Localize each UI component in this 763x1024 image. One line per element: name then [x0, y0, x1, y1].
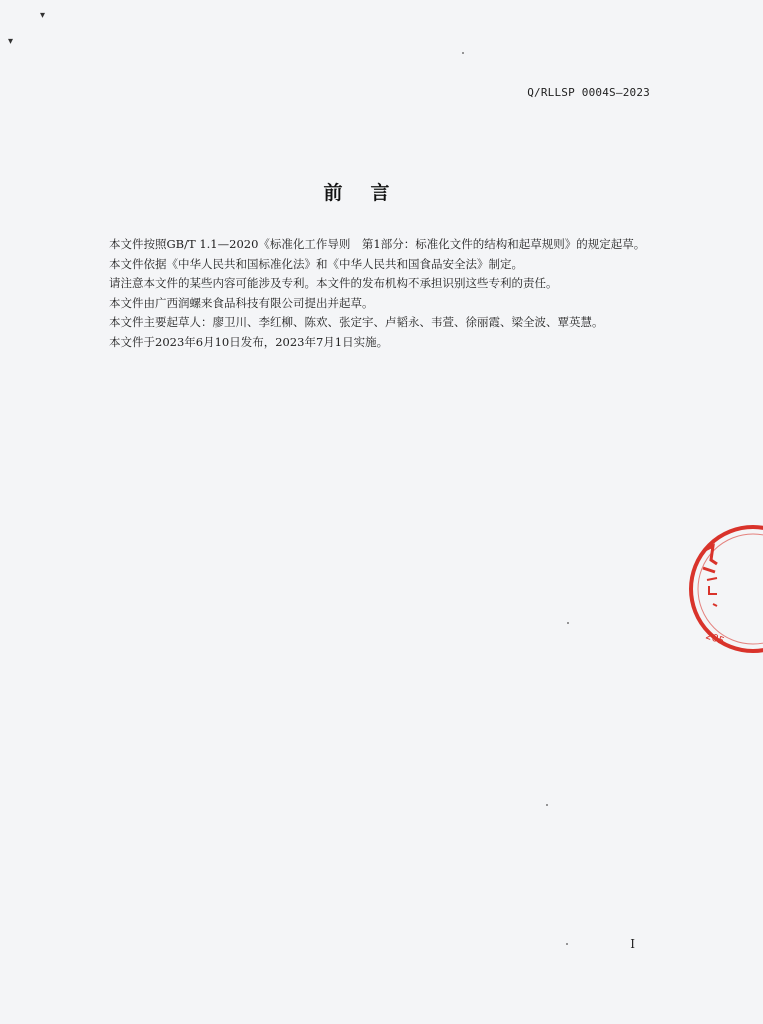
paragraph-proposer: 本文件由广西润螺来食品科技有限公司提出并起草。 — [109, 295, 374, 310]
scan-artifact-mark: ▾ — [40, 10, 46, 21]
paragraph-drafting-rules: 本文件按照GB/T 1.1—2020《标准化工作导则 第1部分：标准化文件的结构和起草规则》的规定起草。 — [109, 237, 646, 251]
red-seal-stamp — [683, 520, 763, 658]
scan-speck — [566, 943, 568, 945]
svg-text:205: 205 — [703, 630, 726, 648]
scan-speck — [567, 622, 569, 624]
paragraph-dates: 本文件于2023年6月10日发布，2023年7月1日实施。 — [109, 334, 389, 349]
document-code: Q/RLLSP 0004S—2023 — [527, 86, 650, 99]
scan-artifact-mark: ▾ — [8, 36, 14, 47]
scan-speck — [546, 804, 548, 806]
paragraph-patent-notice: 请注意本文件的某些内容可能涉及专利。本文件的发布机构不承担识别这些专利的责任。 — [109, 276, 558, 290]
scan-speck — [462, 52, 464, 54]
page-title: 前言 — [323, 182, 418, 204]
page-number: I — [630, 937, 635, 951]
paragraph-drafters: 本文件主要起草人：廖卫川、李红柳、陈欢、张定宇、卢韬永、韦萱、徐丽霞、梁全波、覃英慧。 — [109, 315, 604, 329]
paragraph-legal-basis: 本文件依据《中华人民共和国标准化法》和《中华人民共和国食品安全法》制定。 — [109, 256, 523, 271]
foreword-body — [86, 235, 656, 352]
